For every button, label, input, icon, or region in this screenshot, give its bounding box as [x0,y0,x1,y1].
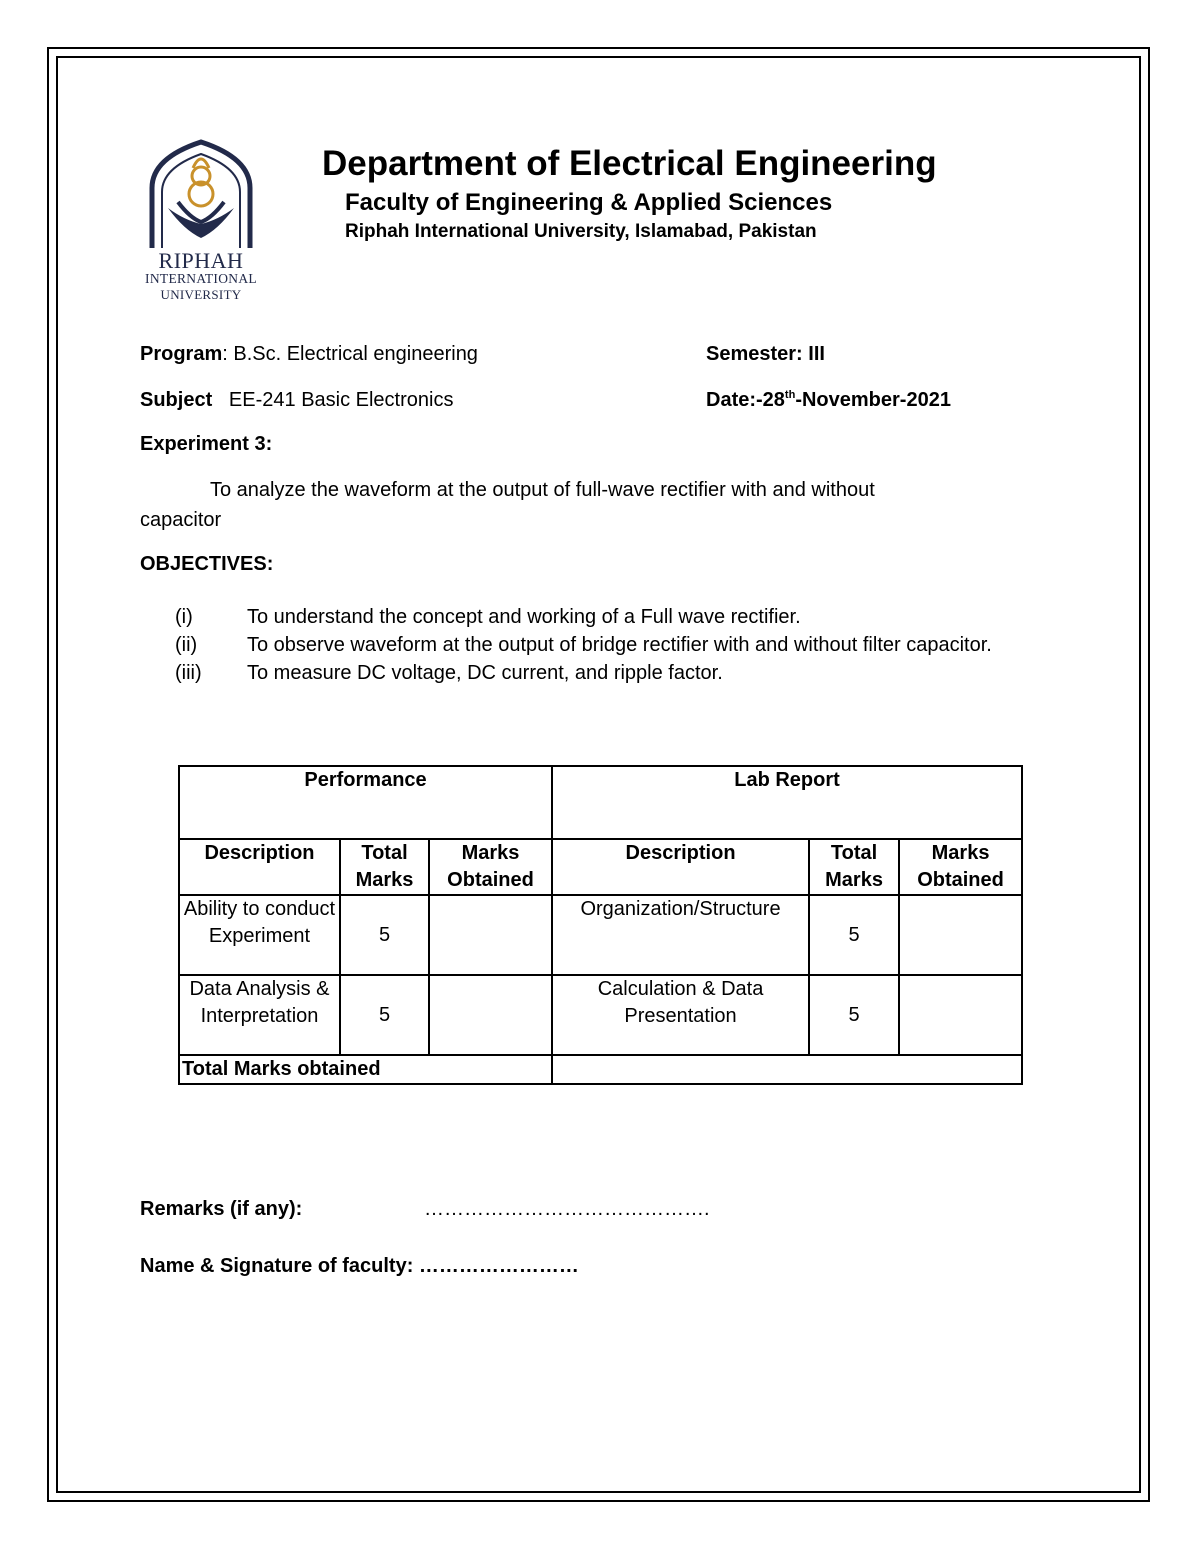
lab-total-header: Total Marks [809,839,899,895]
list-item [175,631,1035,659]
table-row [179,895,1022,975]
university-logo [138,138,264,306]
perf-description-header: Description [179,839,340,895]
date-line [706,389,951,412]
perf-obtained-cell[interactable] [429,975,552,1055]
remarks-label: Remarks (if any): [140,1198,303,1220]
signature-field[interactable]: Name & Signature of faculty: …………………… [140,1255,579,1277]
lab-total-cell: 5 [809,895,899,975]
experiment-aim-line2: capacitor [140,509,222,531]
perf-description-cell: Data Analysis & Interpretation [179,975,340,1055]
program-label: Program [140,343,223,365]
total-marks-cell[interactable] [552,1055,1022,1084]
lab-obtained-header: Marks Obtained [899,839,1022,895]
date-superscript: th [784,389,796,401]
logo-emblem-icon [138,138,264,250]
perf-obtained-header: Marks Obtained [429,839,552,895]
objective-text: To observe waveform at the output of bridge rectifier with and without filter capacitor. [247,634,992,656]
perf-description-cell: Ability to conduct Experiment [179,895,340,975]
list-item [175,603,1035,631]
perf-total-header: Total Marks [340,839,429,895]
objective-number: (i) [175,606,193,628]
marks-table [178,765,1023,1085]
lab-description-header: Description [552,839,809,895]
semester-label: Semester: III [706,343,825,365]
subject-value: EE-241 Basic Electronics [228,389,454,411]
objective-text: To understand the concept and working of a Full wave rectifier. [247,606,801,628]
program-value: : B.Sc. Electrical engineering [222,343,478,365]
logo-text-riphah: RIPHAH [158,248,244,273]
faculty-name: Faculty of Engineering & Applied Sciences [345,189,833,216]
university-name: Riphah International University, Islamabad, Pakistan [345,221,817,242]
table-row [179,975,1022,1055]
objectives-list [175,603,1035,687]
experiment-title: Experiment 3: [140,433,273,455]
subject-label: Subject [140,389,213,411]
perf-total-cell: 5 [340,975,429,1055]
lab-report-header: Lab Report [552,766,1022,839]
total-marks-label: Total Marks obtained [179,1055,552,1084]
table-subheader-row [179,839,1022,895]
list-item [175,659,1035,687]
remarks-field[interactable]: ……………………………………. [424,1198,710,1220]
logo-text-university: UNIVERSITY [160,287,242,302]
lab-description-cell: Organization/Structure [552,895,809,975]
table-header-row [179,766,1022,839]
perf-obtained-cell[interactable] [429,895,552,975]
objective-text: To measure DC voltage, DC current, and ripple factor. [247,662,723,684]
perf-total-cell: 5 [340,895,429,975]
lab-obtained-cell[interactable] [899,895,1022,975]
program-line [140,343,478,366]
experiment-aim-line1: To analyze the waveform at the output of full-wave rectifier with and without [210,479,875,501]
performance-header: Performance [179,766,552,839]
objective-number: (ii) [175,634,198,656]
department-title: Department of Electrical Engineering [322,144,937,183]
lab-description-cell: Calculation & Data Presentation [552,975,809,1055]
date-prefix: Date:-28 [706,389,785,411]
objective-number: (iii) [175,662,202,684]
lab-total-cell: 5 [809,975,899,1055]
objectives-heading: OBJECTIVES: [140,553,274,575]
logo-text-international: INTERNATIONAL [145,271,257,286]
subject-line [140,389,453,412]
lab-obtained-cell[interactable] [899,975,1022,1055]
date-suffix: -November-2021 [795,389,951,411]
total-row [179,1055,1022,1084]
